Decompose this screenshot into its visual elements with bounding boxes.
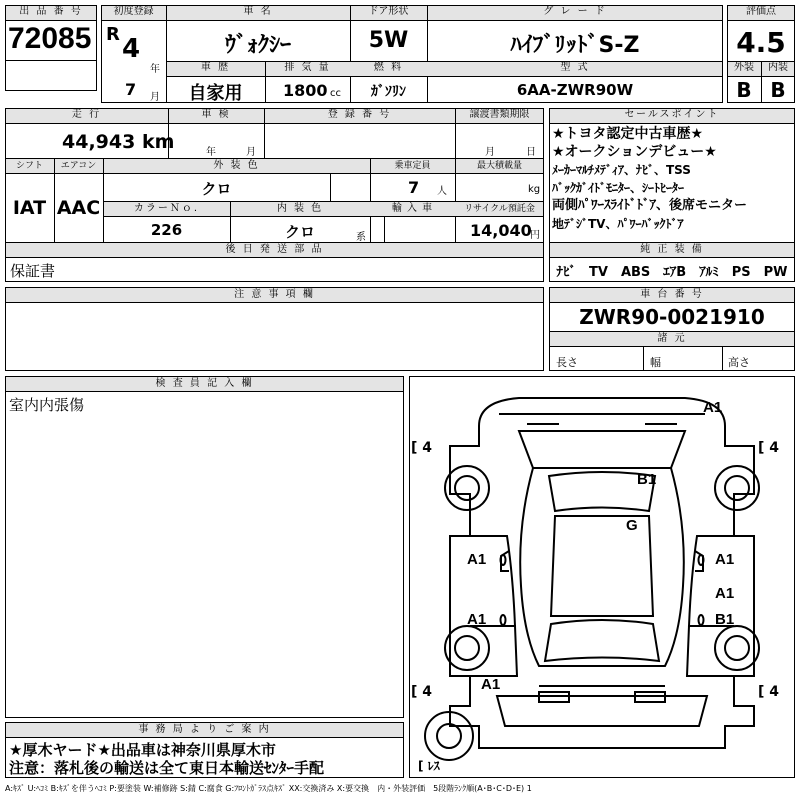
tire-rear-left: [ 4 (411, 684, 433, 700)
aircon-label: エアコン (60, 161, 97, 171)
displacement-unit: cc (330, 88, 341, 99)
color-no: 226 (150, 221, 183, 239)
car-diagram-svg (409, 376, 795, 778)
fuel: ｶﾞｿﾘﾝ (371, 84, 406, 100)
inspector-box (5, 376, 404, 718)
load-unit: kg (528, 184, 541, 195)
capacity: 7 (408, 178, 420, 197)
mileage: 44,943 (62, 131, 136, 153)
year-unit: 年 (150, 64, 160, 75)
spare-tire: [ ﾚｽ (418, 759, 440, 773)
sales-point: ★オークションデビュー★ (552, 144, 717, 160)
reg-year: 4 (122, 34, 141, 64)
recycle-label: リサイクル預託金 (464, 204, 535, 214)
damage-mark-top-right: A1 (703, 399, 723, 416)
sales-point: 地ﾃﾞｼﾞTV、ﾊﾟﾜｰﾊﾞｯｸﾄﾞｱ (552, 217, 684, 231)
history: 自家用 (188, 83, 243, 104)
color-no-label: カラーＮｏ. (133, 203, 200, 214)
shift: IAT (12, 197, 47, 219)
inspection-month-unit: 月 (246, 147, 256, 158)
tire-rear-right: [ 4 (758, 684, 780, 700)
ext-color: クロ (201, 180, 232, 198)
damage-mark-glass: G (626, 517, 638, 534)
int-color-suffix: 系 (356, 232, 366, 243)
sales-point: ★トヨタ認定中古車歴★ (552, 126, 704, 142)
later-parts-label: 後 日 発 送 部 品 (225, 244, 324, 255)
car-name-label: 車 名 (243, 6, 273, 17)
exterior-grade: B (736, 78, 752, 102)
exterior-label: 外装 (734, 62, 754, 73)
sales-points-list (552, 125, 792, 233)
plate-label: 登 録 番 号 (327, 109, 392, 120)
chassis-number: ZWR90-0021910 (579, 305, 765, 329)
int-color: クロ (284, 223, 315, 241)
score: 4.5 (736, 26, 786, 59)
sales-points-label: セールスポイント (624, 109, 720, 120)
displacement: 1800 (283, 81, 328, 100)
damage-mark-left-rear: A1 (467, 611, 487, 628)
interior-label: 内装 (768, 62, 788, 73)
legend: A:ｷｽﾞ U:ﾍｺﾐ B:ｷｽﾞを伴うﾍｺﾐ P:要塗装 W:補修跡 S:錆 C:腐食 G:ﾌﾛﾝﾄｶﾞﾗｽ点ｷｽﾞ XX:交換済み X:要交換 内・外装評価 5段階ﾗﾝｸ順(A･B･C･D･E) 1 (5, 784, 532, 793)
score-label: 評価点 (746, 6, 776, 17)
recycle-unit: 円 (530, 230, 540, 241)
door-type: 5W (368, 28, 409, 53)
lot-number: 72085 (8, 22, 92, 55)
office-label: 事 務 局 よ り ご 案 内 (138, 724, 271, 735)
interior-grade: B (770, 78, 786, 102)
month-unit: 月 (150, 92, 160, 103)
capacity-label: 乗車定員 (394, 161, 431, 171)
lot-number-label: 出 品 番 号 (19, 6, 83, 17)
damage-mark-right-mid: A1 (715, 585, 735, 602)
equipment-label: 純 正 装 備 (640, 244, 704, 255)
dim-length-label: 長さ (556, 356, 578, 369)
inspector-label: 検 査 員 記 入 欄 (155, 378, 254, 389)
transfer-label: 譲渡書類期限 (469, 109, 530, 120)
damage-mark-right-rear: B1 (715, 611, 735, 628)
office-note: 注意：落札後の輸送は全て東日本輸送ｾﾝﾀｰ手配 (9, 759, 325, 777)
grade-label: グ レ ー ド (543, 6, 607, 17)
transfer-day-unit: 日 (526, 147, 536, 158)
damage-mark-left-front: A1 (467, 551, 487, 568)
import-label: 輸 入 車 (391, 203, 434, 214)
inspection-year-unit: 年 (206, 147, 216, 158)
mileage-label: 走 行 (71, 109, 102, 120)
inspector-note: 室内内張傷 (9, 396, 85, 414)
sales-point: 両側ﾊﾟﾜｰｽﾗｲﾄﾞﾄﾞｱ、後席モニター (552, 198, 748, 213)
dimensions-label: 諸 元 (657, 333, 687, 344)
notes-label: 注 意 事 項 欄 (234, 289, 315, 300)
sales-point: ﾒｰｶｰﾏﾙﾁﾒﾃﾞｨｱ、ﾅﾋﾞ、TSS (552, 163, 691, 177)
model-code: 6AA-ZWR90W (516, 81, 634, 99)
mileage-unit: km (142, 131, 175, 153)
tire-front-right: [ 4 (758, 440, 780, 456)
era: R (106, 24, 120, 45)
int-color-label: 内 装 色 (276, 203, 324, 214)
max-load-label: 最大積載量 (476, 161, 522, 171)
damage-mark-bottom-left: A1 (481, 676, 501, 693)
chassis-label: 車 台 番 号 (640, 289, 704, 300)
model-label: 型 式 (560, 62, 590, 73)
sales-point: ﾊﾞｯｸｶﾞｲﾄﾞﾓﾆﾀｰ、ｼｰﾄﾋｰﾀｰ (552, 181, 685, 195)
transfer-month-unit: 月 (485, 147, 495, 158)
first-reg-label: 初度登録 (113, 6, 154, 17)
aircon: AAC (56, 197, 101, 219)
car-name: ｳﾞｫｸｼｰ (224, 33, 291, 58)
later-parts: 保証書 (10, 262, 56, 280)
office-note: ★厚木ヤード★出品車は神奈川県厚木市 (9, 741, 276, 759)
grade: ﾊｲﾌﾞﾘｯﾄﾞS-Z (510, 33, 640, 58)
displacement-label: 排 気 量 (284, 62, 331, 73)
dim-height-label: 高さ (728, 356, 750, 369)
ext-color-label: 外 装 色 (213, 160, 260, 171)
inspection-label: 車 検 (201, 109, 231, 120)
damage-mark-right-front: A1 (715, 551, 735, 568)
capacity-unit: 人 (437, 186, 447, 197)
damage-mark-roof: B1 (637, 471, 657, 488)
fuel-label: 燃 料 (373, 62, 404, 73)
history-label: 車 歴 (200, 62, 231, 73)
dim-width-label: 幅 (650, 356, 661, 369)
equipment: ﾅﾋﾞ TV ABS ｴｱB ｱﾙﾐ PS PW (556, 265, 788, 280)
recycle-fee: 14,040 (470, 221, 532, 240)
shift-label: シフト (15, 161, 43, 171)
door-label: ドア形状 (368, 6, 409, 17)
reg-month: 7 (125, 80, 137, 99)
tire-front-left: [ 4 (411, 440, 433, 456)
